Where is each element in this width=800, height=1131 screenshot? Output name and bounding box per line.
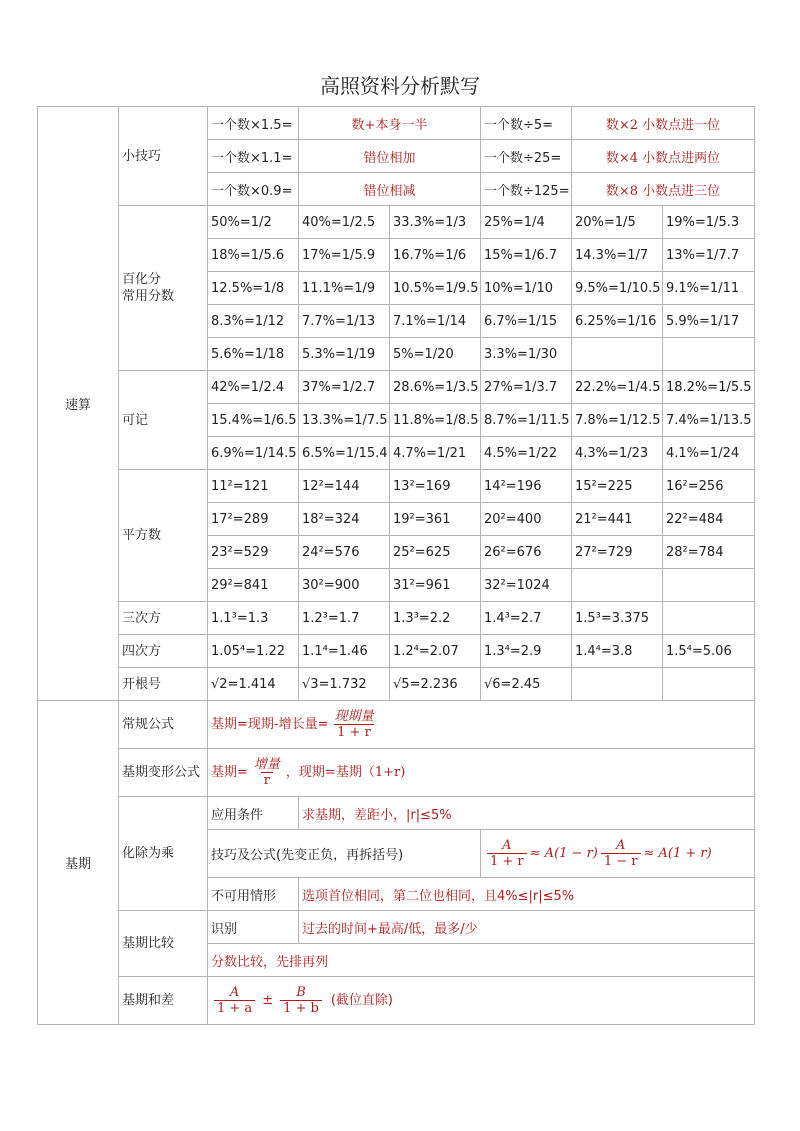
value-cell: 4.5%=1/22 bbox=[481, 437, 572, 470]
value-cell: 6.7%=1/15 bbox=[481, 305, 572, 338]
value-cell: 6.9%=1/14.5 bbox=[208, 437, 299, 470]
row-label-keji bbox=[119, 371, 208, 470]
value-cell: 13²=169 bbox=[390, 470, 481, 503]
row-label-hecha: 基期和差 bbox=[119, 977, 208, 1025]
row-label-bianxing: 基期变形公式 bbox=[119, 749, 208, 797]
value-cell: 17²=289 bbox=[208, 503, 299, 536]
table-row bbox=[38, 911, 755, 944]
value-cell: 9.5%=1/10.5 bbox=[572, 272, 663, 305]
value-cell: 17%=1/5.9 bbox=[299, 239, 390, 272]
value-cell: 23²=529 bbox=[208, 536, 299, 569]
value-cell: 5.3%=1/19 bbox=[299, 338, 390, 371]
trick-expression: 一个数÷25= bbox=[481, 140, 572, 173]
trick-expression: 一个数×0.9= bbox=[208, 173, 299, 206]
table-row bbox=[38, 977, 755, 1025]
section-label-jiqi: 基期 bbox=[38, 701, 119, 1025]
value-cell bbox=[572, 338, 663, 371]
value-cell: 1.2⁴=2.07 bbox=[390, 635, 481, 668]
value-cell: 40%=1/2.5 bbox=[299, 206, 390, 239]
table-row bbox=[38, 602, 755, 635]
row-label-baihua bbox=[119, 206, 208, 371]
row-label-sici: 四次方 bbox=[119, 635, 208, 668]
value-cell: 1.4⁴=3.8 bbox=[572, 635, 663, 668]
technique-label: 技巧及公式(先变正负，再拆括号) bbox=[208, 830, 481, 878]
value-cell: 11²=121 bbox=[208, 470, 299, 503]
row-label-bijiao: 基期比较 bbox=[119, 911, 208, 977]
value-cell: 1.5⁴=5.06 bbox=[663, 635, 755, 668]
section-label-suanshu: 速算 bbox=[38, 107, 119, 701]
value-cell: 12²=144 bbox=[299, 470, 390, 503]
condition-label: 应用条件 bbox=[208, 797, 299, 830]
trick-expression: 一个数÷5= bbox=[481, 107, 572, 140]
condition-text: 求基期，差距小，|r|≤5% bbox=[299, 797, 755, 830]
row-label-sanci: 三次方 bbox=[119, 602, 208, 635]
value-cell: 16.7%=1/6 bbox=[390, 239, 481, 272]
row-label-pingfang bbox=[119, 470, 208, 602]
value-cell: 5%=1/20 bbox=[390, 338, 481, 371]
value-cell: 32²=1024 bbox=[481, 569, 572, 602]
identify-text: 过去的时间+最高/低，最多/少 bbox=[299, 911, 755, 944]
value-cell: 1.2³=1.7 bbox=[299, 602, 390, 635]
value-cell bbox=[663, 602, 755, 635]
value-cell: 42%=1/2.4 bbox=[208, 371, 299, 404]
value-cell: 14.3%=1/7 bbox=[572, 239, 663, 272]
formula-changgui bbox=[208, 701, 755, 749]
fraction-b-1pb: $\frac{B}{1 + b}$ bbox=[280, 985, 322, 1016]
value-cell: 13.3%=1/7.5 bbox=[299, 404, 390, 437]
formula-text: 基期= bbox=[211, 765, 248, 780]
trick-expression: 一个数×1.1= bbox=[208, 140, 299, 173]
value-cell: 25%=1/4 bbox=[481, 206, 572, 239]
value-cell: 10%=1/10 bbox=[481, 272, 572, 305]
value-cell: 22²=484 bbox=[663, 503, 755, 536]
fraction-a-1pr: $\frac{A}{1 + r}$ bbox=[487, 838, 527, 869]
value-cell: 37%=1/2.7 bbox=[299, 371, 390, 404]
trick-method: 数×8 小数点进三位 bbox=[572, 173, 755, 206]
table-row bbox=[38, 701, 755, 749]
value-cell: 10.5%=1/9.5 bbox=[390, 272, 481, 305]
value-cell: 33.3%=1/3 bbox=[390, 206, 481, 239]
compare-text: 分数比较，先排再列 bbox=[208, 944, 755, 977]
table-row bbox=[38, 107, 755, 140]
value-cell: 9.1%=1/11 bbox=[663, 272, 755, 305]
value-cell: 29²=841 bbox=[208, 569, 299, 602]
value-cell: 1.1³=1.3 bbox=[208, 602, 299, 635]
row-label-xiaojiqiao: 小技巧 bbox=[119, 107, 208, 206]
value-cell: 15²=225 bbox=[572, 470, 663, 503]
row-label-baihua-text: 百化分 常用分数 bbox=[122, 272, 175, 304]
value-cell: 50%=1/2 bbox=[208, 206, 299, 239]
value-cell: 1.5³=3.375 bbox=[572, 602, 663, 635]
value-cell: √6=2.45 bbox=[481, 668, 572, 701]
unusable-text: 选项首位相同，第二位也相同，且4%≤|r|≤5% bbox=[299, 878, 755, 911]
row-label-huachu: 化除为乘 bbox=[119, 797, 208, 911]
approx-text: ≈ A(1 − r) bbox=[529, 846, 598, 861]
value-cell bbox=[572, 569, 663, 602]
value-cell: 7.4%=1/13.5 bbox=[663, 404, 755, 437]
value-cell: 6.25%=1/16 bbox=[572, 305, 663, 338]
value-cell: 30²=900 bbox=[299, 569, 390, 602]
value-cell: 1.05⁴=1.22 bbox=[208, 635, 299, 668]
trick-method: 错位相加 bbox=[299, 140, 481, 173]
value-cell: 18%=1/5.6 bbox=[208, 239, 299, 272]
value-cell: 4.7%=1/21 bbox=[390, 437, 481, 470]
approx-text: ≈ A(1 + r) bbox=[643, 846, 712, 861]
formula-text: 基期=现期-增长量= bbox=[211, 717, 329, 732]
value-cell: 1.4³=2.7 bbox=[481, 602, 572, 635]
value-cell: 18.2%=1/5.5 bbox=[663, 371, 755, 404]
trick-method: 数+本身一半 bbox=[299, 107, 481, 140]
value-cell: 4.3%=1/23 bbox=[572, 437, 663, 470]
value-cell: 26²=676 bbox=[481, 536, 572, 569]
value-cell: 11.1%=1/9 bbox=[299, 272, 390, 305]
value-cell: 21²=441 bbox=[572, 503, 663, 536]
table-row bbox=[38, 668, 755, 701]
value-cell: 19²=361 bbox=[390, 503, 481, 536]
value-cell: 19%=1/5.3 bbox=[663, 206, 755, 239]
value-cell: √5=2.236 bbox=[390, 668, 481, 701]
value-cell: √2=1.414 bbox=[208, 668, 299, 701]
fraction-zengliang: $\frac{\text{增量}}{r}$ bbox=[253, 757, 280, 788]
trick-method: 数×2 小数点进一位 bbox=[572, 107, 755, 140]
value-cell: 15%=1/6.7 bbox=[481, 239, 572, 272]
value-cell: 24²=576 bbox=[299, 536, 390, 569]
table-row bbox=[38, 371, 755, 404]
formula-bianxing bbox=[208, 749, 755, 797]
row-label-keji-text: 可记 bbox=[122, 412, 149, 428]
note-text: (截位直除) bbox=[330, 993, 393, 1008]
row-label-pingfang-text: 平方数 bbox=[122, 528, 162, 543]
unusable-label: 不可用情形 bbox=[208, 878, 299, 911]
value-cell: 13%=1/7.7 bbox=[663, 239, 755, 272]
formula-text: ，现期=基期（1+r) bbox=[285, 765, 406, 780]
value-cell: 28.6%=1/3.5 bbox=[390, 371, 481, 404]
trick-expression: 一个数×1.5= bbox=[208, 107, 299, 140]
row-label-kaigen: 开根号 bbox=[119, 668, 208, 701]
table-row bbox=[38, 797, 755, 830]
value-cell: 8.3%=1/12 bbox=[208, 305, 299, 338]
value-cell bbox=[663, 668, 755, 701]
value-cell: 5.6%=1/18 bbox=[208, 338, 299, 371]
value-cell: 27²=729 bbox=[572, 536, 663, 569]
value-cell: 15.4%=1/6.5 bbox=[208, 404, 299, 437]
value-cell: 8.7%=1/11.5 bbox=[481, 404, 572, 437]
value-cell: √3=1.732 bbox=[299, 668, 390, 701]
fraction-a-1pa: $\frac{A}{1 + a}$ bbox=[214, 985, 255, 1016]
formula-table bbox=[37, 106, 755, 1025]
value-cell: 4.1%=1/24 bbox=[663, 437, 755, 470]
value-cell: 7.8%=1/12.5 bbox=[572, 404, 663, 437]
table-row bbox=[38, 749, 755, 797]
row-label-changgui: 常规公式 bbox=[119, 701, 208, 749]
value-cell: 28²=784 bbox=[663, 536, 755, 569]
fraction-a-1mr: $\frac{A}{1 - r}$ bbox=[601, 838, 641, 869]
value-cell: 1.3³=2.2 bbox=[390, 602, 481, 635]
identify-label: 识别 bbox=[208, 911, 299, 944]
value-cell: 22.2%=1/4.5 bbox=[572, 371, 663, 404]
table-row bbox=[38, 635, 755, 668]
plus-minus-text: ± bbox=[262, 993, 274, 1008]
trick-method: 数×4 小数点进两位 bbox=[572, 140, 755, 173]
table-row bbox=[38, 470, 755, 503]
value-cell: 14²=196 bbox=[481, 470, 572, 503]
value-cell: 3.3%=1/30 bbox=[481, 338, 572, 371]
technique-formula bbox=[481, 830, 755, 878]
value-cell: 31²=961 bbox=[390, 569, 481, 602]
value-cell: 7.7%=1/13 bbox=[299, 305, 390, 338]
fraction-xianqi: $\frac{\text{现期量}}{1 + r}$ bbox=[334, 709, 374, 740]
value-cell bbox=[663, 569, 755, 602]
trick-expression: 一个数÷125= bbox=[481, 173, 572, 206]
value-cell: 16²=256 bbox=[663, 470, 755, 503]
value-cell: 1.1⁴=1.46 bbox=[299, 635, 390, 668]
formula-hecha bbox=[208, 977, 755, 1025]
trick-method: 错位相减 bbox=[299, 173, 481, 206]
value-cell: 5.9%=1/17 bbox=[663, 305, 755, 338]
value-cell: 27%=1/3.7 bbox=[481, 371, 572, 404]
value-cell: 12.5%=1/8 bbox=[208, 272, 299, 305]
value-cell: 7.1%=1/14 bbox=[390, 305, 481, 338]
value-cell: 18²=324 bbox=[299, 503, 390, 536]
value-cell: 6.5%=1/15.4 bbox=[299, 437, 390, 470]
table-row bbox=[38, 206, 755, 239]
value-cell: 11.8%=1/8.5 bbox=[390, 404, 481, 437]
value-cell: 20²=400 bbox=[481, 503, 572, 536]
value-cell bbox=[663, 338, 755, 371]
value-cell: 25²=625 bbox=[390, 536, 481, 569]
value-cell: 1.3⁴=2.9 bbox=[481, 635, 572, 668]
value-cell bbox=[572, 668, 663, 701]
value-cell: 20%=1/5 bbox=[572, 206, 663, 239]
page-title: 高照资料分析默写 bbox=[320, 74, 480, 98]
